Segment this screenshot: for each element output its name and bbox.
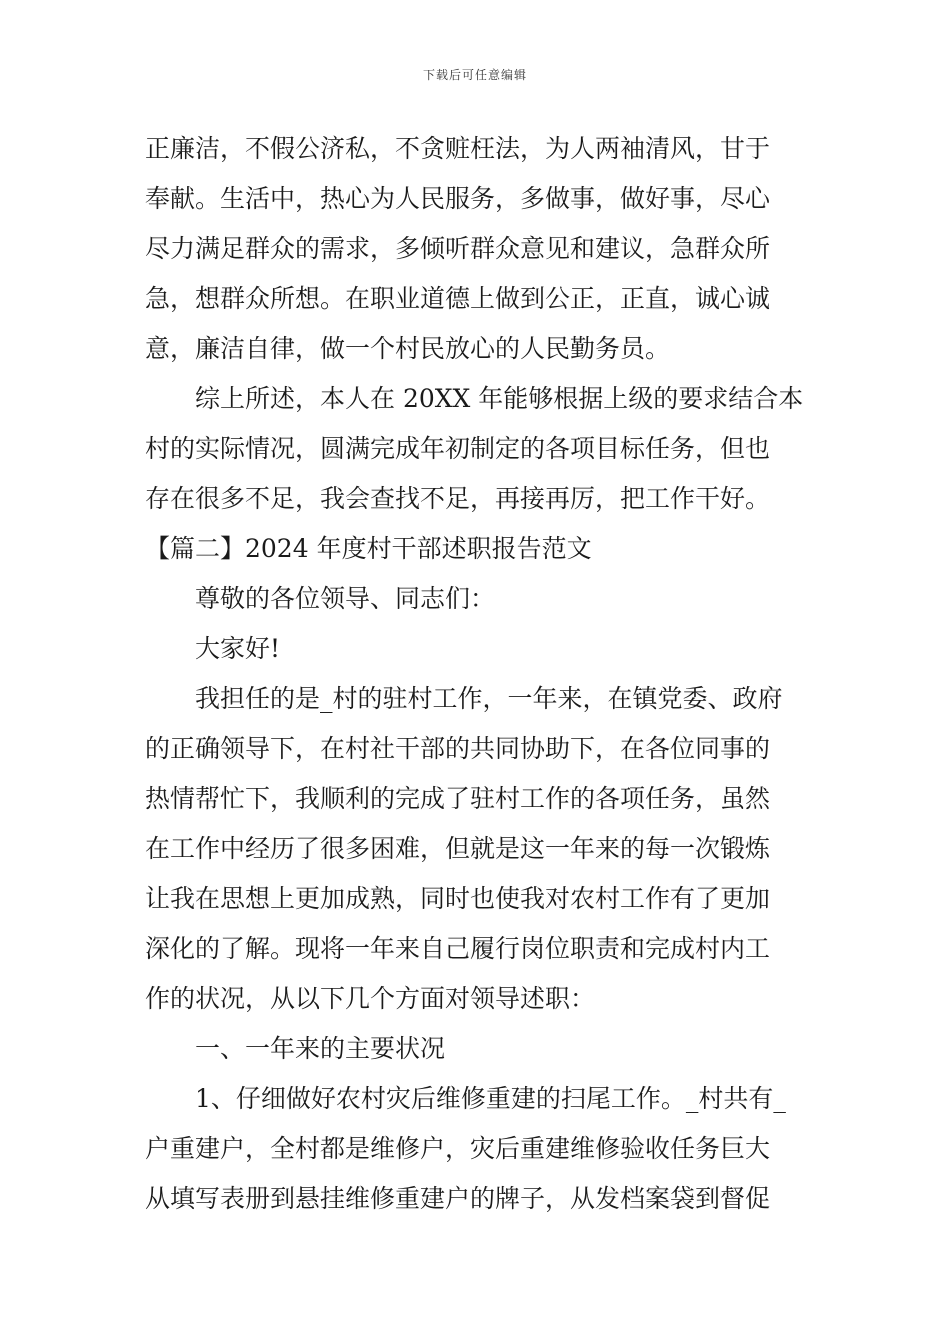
text-line: 综上所述，本人在 20XX 年能够根据上级的要求结合本 xyxy=(195,384,804,413)
text-line: 存在很多不足，我会查找不足，再接再厉，把工作干好。 xyxy=(145,484,771,513)
text-line: 正廉洁，不假公济私，不贪赃枉法，为人两袖清风，甘于 xyxy=(145,134,771,163)
salutation: 尊敬的各位领导、同志们： xyxy=(195,584,496,613)
text-line: 作的状况，从以下几个方面对领导述职： xyxy=(145,984,596,1013)
text-line: 奉献。生活中，热心为人民服务，多做事，做好事，尽心 xyxy=(145,184,771,213)
text-line: 急，想群众所想。在职业道德上做到公正，正直，诚心诚 xyxy=(145,284,771,313)
header-note: 下载后可任意编辑 xyxy=(422,68,527,82)
text-line: 我担任的是_村的驻村工作，一年来，在镇党委、政府 xyxy=(195,684,783,713)
text-line: 深化的了解。现将一年来自己履行岗位职责和完成村内工 xyxy=(145,934,771,963)
text-line: 在工作中经历了很多困难，但就是这一年来的每一次锻炼 xyxy=(145,834,771,863)
greeting: 大家好! xyxy=(195,634,281,663)
body-text xyxy=(145,124,815,1224)
text-line: 户重建户，全村都是维修户，灾后重建维修验收任务巨大 xyxy=(145,1134,771,1163)
text-line: 让我在思想上更加成熟，同时也使我对农村工作有了更加 xyxy=(145,884,771,913)
text-line: 意，廉洁自律，做一个村民放心的人民勤务员。 xyxy=(145,334,671,363)
section-heading: 【篇二】2024 年度村干部述职报告范文 xyxy=(145,534,592,563)
text-line: 村的实际情况，圆满完成年初制定的各项目标任务，但也 xyxy=(145,434,771,463)
text-line: 热情帮忙下，我顺利的完成了驻村工作的各项任务，虽然 xyxy=(145,784,771,813)
text-line: 的正确领导下，在村社干部的共同协助下，在各位同事的 xyxy=(145,734,771,763)
text-line: 从填写表册到悬挂维修重建户的牌子，从发档案袋到督促 xyxy=(145,1184,771,1213)
text-line: 尽力满足群众的需求，多倾听群众意见和建议，急群众所 xyxy=(145,234,771,263)
subsection-heading: 一、一年来的主要状况 xyxy=(195,1034,446,1063)
text-line: 1、仔细做好农村灾后维修重建的扫尾工作。_村共有_ xyxy=(195,1084,786,1113)
